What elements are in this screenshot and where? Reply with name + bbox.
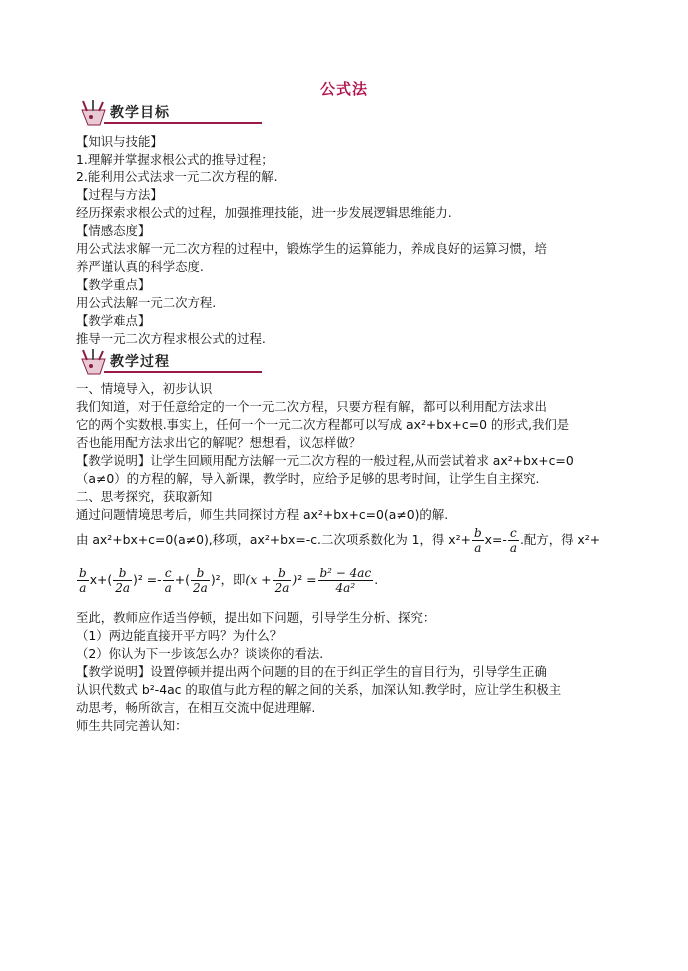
section-heading-label: 教学目标 xyxy=(110,105,170,121)
knowledge-heading: 【知识与技能】 xyxy=(76,134,163,149)
part2-text-5: 师生共同完善认知： xyxy=(76,718,188,733)
frac-num: b xyxy=(191,566,210,581)
frac-num: b xyxy=(113,566,132,581)
equation-text: . xyxy=(374,572,379,587)
fraction-b-over-a xyxy=(472,526,484,555)
equation-text: +( xyxy=(174,572,191,587)
note2-text-3: 动思考，畅所欲言，在相互交流中促进理解. xyxy=(76,700,316,715)
frac-den: a xyxy=(164,581,172,595)
part1-text-2: 它的两个实数根.事实上，任何一个一元二次方程都可以写成 ax²+bx+c=0 的形式,我们是 xyxy=(76,417,570,432)
question-1: （1）两边能直接开平方吗？为什么？ xyxy=(76,628,283,643)
part1-heading: 一、情境导入，初步认识 xyxy=(76,381,213,396)
key-point-heading: 【教学重点】 xyxy=(76,277,151,292)
equation-text: .配方，得 x²+ xyxy=(519,532,601,547)
equation-text: ) xyxy=(292,572,298,587)
knowledge-item-2: 2.能利用公式法求一元二次方程的解. xyxy=(76,169,278,184)
equation-text: (x + xyxy=(245,572,272,587)
fraction-b-over-2a xyxy=(191,566,210,595)
equation-text: ² = xyxy=(297,572,317,587)
note1-text-2: （a≠0）的方程的解，导入新课，教学时，应给予足够的思考时间，让学生自主探究. xyxy=(76,471,540,486)
note2-text-2: 认识代数式 b²-4ac 的取值与此方程的解之间的关系，加深认知.教学时，应让学生积极主 xyxy=(76,682,562,697)
equation-text: x=- xyxy=(484,532,507,547)
section-underline xyxy=(104,122,262,124)
frac-num: c xyxy=(163,566,174,581)
fraction-discriminant xyxy=(318,566,374,595)
fraction-b-over-2a xyxy=(113,566,132,595)
equation-line-1 xyxy=(76,526,600,555)
difficulty-text: 推导一元二次方程求根公式的过程. xyxy=(76,331,266,346)
method-heading: 【过程与方法】 xyxy=(76,187,163,202)
fraction-b-over-a xyxy=(77,566,89,595)
frac-num: b² − 4ac xyxy=(319,566,372,580)
section-underline xyxy=(104,371,262,373)
equation-line-2 xyxy=(76,566,378,595)
frac-num: c xyxy=(508,526,519,541)
part1-text-1: 我们知道，对于任意给定的一个一元二次方程，只要方程有解，都可以利用配方法求出 xyxy=(76,399,547,414)
emotion-heading: 【情感态度】 xyxy=(76,223,151,238)
fraction-c-over-a xyxy=(163,566,174,595)
frac-den: 2a xyxy=(274,581,290,595)
key-point-text: 用公式法解一元二次方程. xyxy=(76,295,217,310)
part2-text-1: 通过问题情境思考后，师生共同探讨方程 ax²+bx+c=0(a≠0)的解. xyxy=(76,507,449,522)
part1-text-3: 否也能用配方法求出它的解呢？想想看，议怎样做？ xyxy=(76,435,361,450)
method-text: 经历探索求根公式的过程，加强推理技能，进一步发展逻辑思维能力. xyxy=(76,205,452,220)
difficulty-heading: 【教学难点】 xyxy=(76,313,151,328)
frac-den: 4a² xyxy=(335,581,356,595)
part2-heading: 二、思考探究，获取新知 xyxy=(76,489,213,504)
equation-text: x+( xyxy=(89,572,113,587)
frac-num: b xyxy=(273,566,292,581)
equation-text: )²，即 xyxy=(210,572,246,587)
equation-text: )² =- xyxy=(133,572,162,587)
note2-text-1: 【教学说明】设置停顿并提出两个问题的目的在于纠正学生的盲目行为，引导学生正确 xyxy=(76,664,547,679)
question-2: （2）你认为下一步该怎么办？谈谈你的看法. xyxy=(76,646,324,661)
part2-text-4: 至此，教师应作适当停顿，提出如下问题，引导学生分析、探究： xyxy=(76,610,436,625)
frac-den: a xyxy=(474,541,482,555)
emotion-text-1: 用公式法求解一元二次方程的过程中，锻炼学生的运算能力，养成良好的运算习惯，培 xyxy=(76,241,547,256)
equation-text: 由 ax²+bx+c=0(a≠0),移项，ax²+bx=-c.二次项系数化为 1，得 x²+ xyxy=(76,532,471,547)
section-heading-objectives xyxy=(74,100,224,126)
page-title: 公式法 xyxy=(319,80,368,98)
note1-text-1: 【教学说明】让学生回顾用配方法解一元二次方程的一般过程,从而尝试着求 ax²+bx+c=0 xyxy=(76,453,574,468)
frac-den: 2a xyxy=(193,581,208,595)
fraction-c-over-a xyxy=(508,526,519,555)
frac-num: b xyxy=(473,526,482,540)
frac-den: a xyxy=(79,581,87,595)
section-heading-label: 教学过程 xyxy=(110,354,170,370)
frac-num: b xyxy=(79,566,87,580)
frac-den: 2a xyxy=(115,581,131,595)
frac-den: a xyxy=(509,541,517,555)
section-heading-process xyxy=(74,349,224,375)
fraction-b-over-2a xyxy=(273,566,292,595)
knowledge-item-1: 1.理解并掌握求根公式的推导过程； xyxy=(76,152,274,167)
emotion-text-2: 养严谨认真的科学态度. xyxy=(76,259,204,274)
